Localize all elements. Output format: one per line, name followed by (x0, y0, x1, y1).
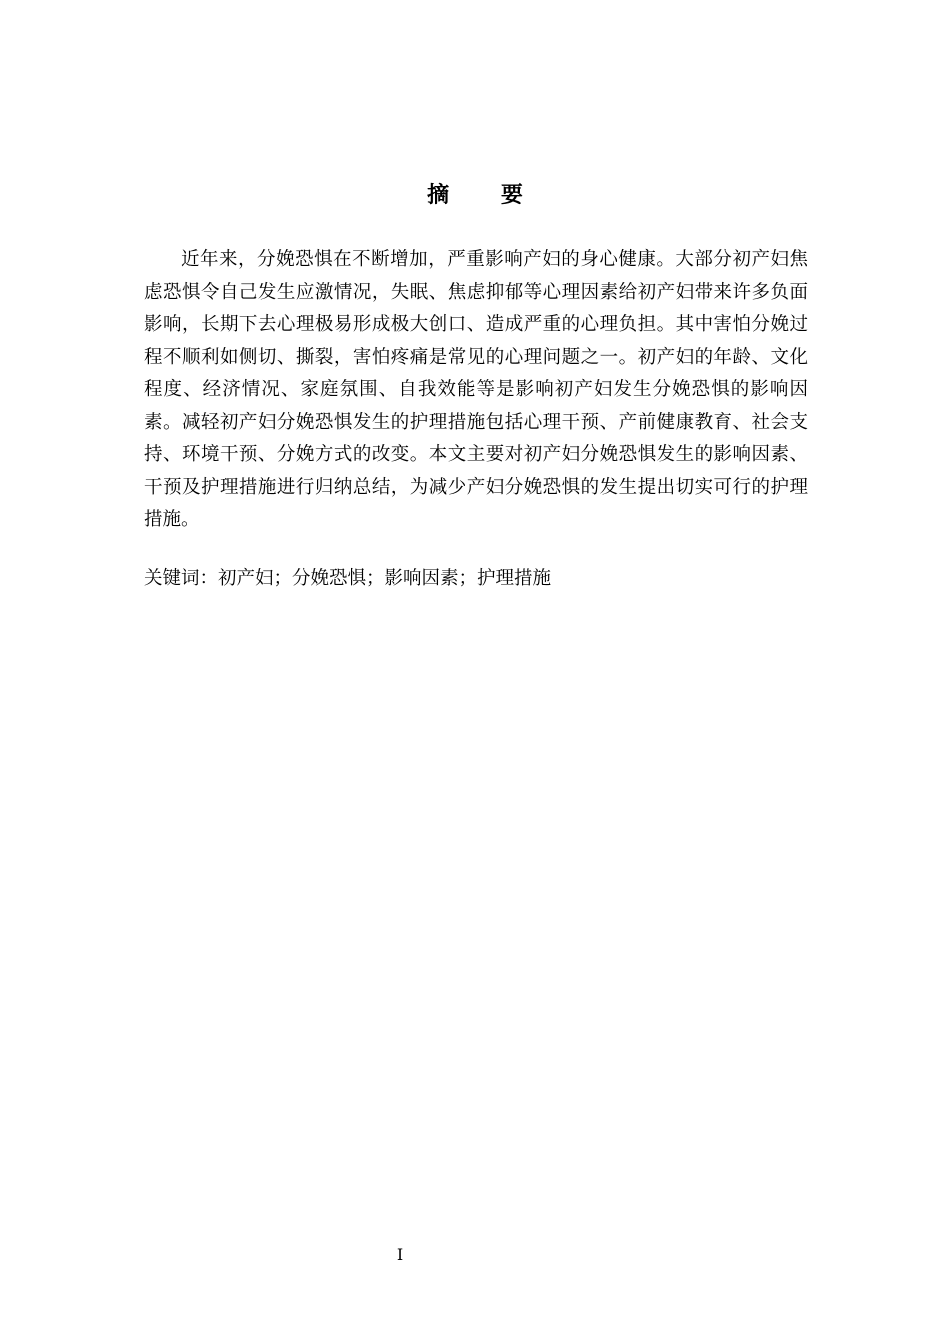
abstract-title: 摘 要 (427, 183, 545, 208)
keywords-line: 关键词：初产妇；分娩恐惧；影响因素；护理措施 (144, 568, 552, 589)
abstract-paragraph: 近年来，分娩恐惧在不断增加，严重影响产妇的身心健康。大部分初产妇焦虑恐惧令自己发生应激情况，失眠、焦虑抑郁等心理因素给初产妇带来许多负面影响，长期下去心理极易形成极大创口、造成严重的心理负担。其中害怕分娩过程不顺利如侧切、撕裂，害怕疼痛是常见的心理问题之一。初产妇的年龄、文化程度、经济情况、家庭氛围、自我效能等是影响初产妇发生分娩恐惧的影响因素。减轻初产妇分娩恐惧发生的护理措施包括心理干预、产前健康教育、社会支持、环境干预、分娩方式的改变。本文主要对初产妇分娩恐惧发生的影响因素、干预及护理措施进行归纳总结，为减少产妇分娩恐惧的发生提出切实可行的护理措施。 (144, 249, 808, 530)
page-number: I (396, 1245, 404, 1264)
